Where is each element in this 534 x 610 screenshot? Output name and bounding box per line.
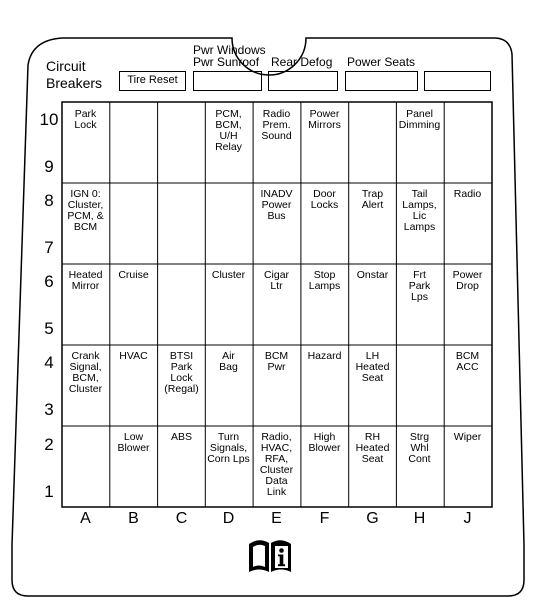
cell-g-2: RH Heated Seat — [355, 431, 390, 465]
cell-j-2: Wiper — [453, 431, 482, 443]
cell-j-4: BCM ACC — [455, 350, 480, 373]
cell-h-10: Panel Dimming — [398, 108, 441, 131]
row-number-5: 5 — [44, 319, 54, 338]
cell-e-2: Radio, HVAC, RFA, Cluster Data Link — [259, 431, 294, 498]
cell-c-2: ABS — [170, 431, 192, 443]
column-letter-h: H — [413, 510, 426, 527]
row-number-10: 10 — [39, 110, 59, 129]
cell-a-10: Park Lock — [74, 108, 97, 131]
cell-h-8: Tail Lamps, Lic Lamps — [402, 188, 437, 233]
pwr-windows-line1: Pwr Windows — [193, 43, 266, 57]
cell-f-8: Door Locks — [310, 188, 339, 211]
cell-e-6: Cigar Ltr — [263, 269, 290, 292]
column-letter-j: J — [463, 510, 472, 527]
rear-defog-label: Rear Defog — [271, 55, 333, 69]
cell-g-8: Trap Alert — [361, 188, 384, 211]
cell-j-8: Radio — [453, 188, 482, 200]
cell-d-10: PCM, BCM, U/H Relay — [215, 108, 242, 153]
column-letter-c: C — [175, 510, 188, 527]
cell-c-4: BTSI Park Lock (Regal) — [164, 350, 199, 395]
tire-reset-label: Tire Reset — [127, 74, 178, 86]
cell-b-6: Cruise — [118, 269, 149, 281]
row-number-1: 1 — [44, 482, 54, 501]
cell-d-4: Air Bag — [219, 350, 238, 373]
row-number-7: 7 — [44, 238, 54, 257]
cell-h-2: Strg Whl Cont — [408, 431, 431, 465]
cell-a-4: Crank Signal, BCM, Cluster — [68, 350, 103, 395]
cell-j-6: Power Drop — [452, 269, 483, 292]
column-letter-d: D — [222, 510, 235, 527]
column-letter-a: A — [80, 510, 91, 527]
column-letter-g: G — [366, 510, 379, 527]
row-number-6: 6 — [44, 272, 54, 291]
cell-h-6: Frt Park Lps — [408, 269, 431, 303]
cell-g-6: Onstar — [356, 269, 389, 281]
pwr-windows-line2: Pwr Sunroof — [193, 55, 260, 69]
cell-b-4: HVAC — [119, 350, 148, 362]
column-letter-f: F — [319, 510, 330, 527]
cell-e-4: BCM Pwr — [264, 350, 289, 373]
cell-f-2: High Blower — [308, 431, 341, 454]
cell-f-4: Hazard — [307, 350, 342, 362]
cell-e-8: INADV Power Bus — [260, 188, 293, 222]
cell-a-6: Heated Mirror — [68, 269, 103, 292]
row-number-4: 4 — [44, 353, 54, 372]
power-seats-label: Power Seats — [347, 55, 416, 69]
cell-g-4: LH Heated Seat — [355, 350, 390, 384]
manual-info-icon — [246, 536, 294, 576]
cell-e-10: Radio Prem. Sound — [261, 108, 292, 142]
cell-d-2: Turn Signals, Corn Lps — [207, 431, 250, 465]
column-letter-e: E — [271, 510, 282, 527]
cell-b-2: Low Blower — [117, 431, 150, 454]
cell-d-6: Cluster — [211, 269, 246, 281]
column-letter-b: B — [128, 510, 139, 527]
row-number-8: 8 — [44, 191, 54, 210]
circuit-title-line1: Circuit — [46, 58, 86, 74]
row-number-2: 2 — [44, 435, 54, 454]
cell-a-8: IGN 0: Cluster, PCM, & BCM — [67, 188, 104, 233]
cell-f-6: Stop Lamps — [308, 269, 341, 292]
row-number-3: 3 — [44, 400, 54, 419]
row-number-9: 9 — [44, 157, 54, 176]
circuit-title-line2: Breakers — [46, 75, 103, 91]
cell-f-10: Power Mirrors — [308, 108, 341, 131]
